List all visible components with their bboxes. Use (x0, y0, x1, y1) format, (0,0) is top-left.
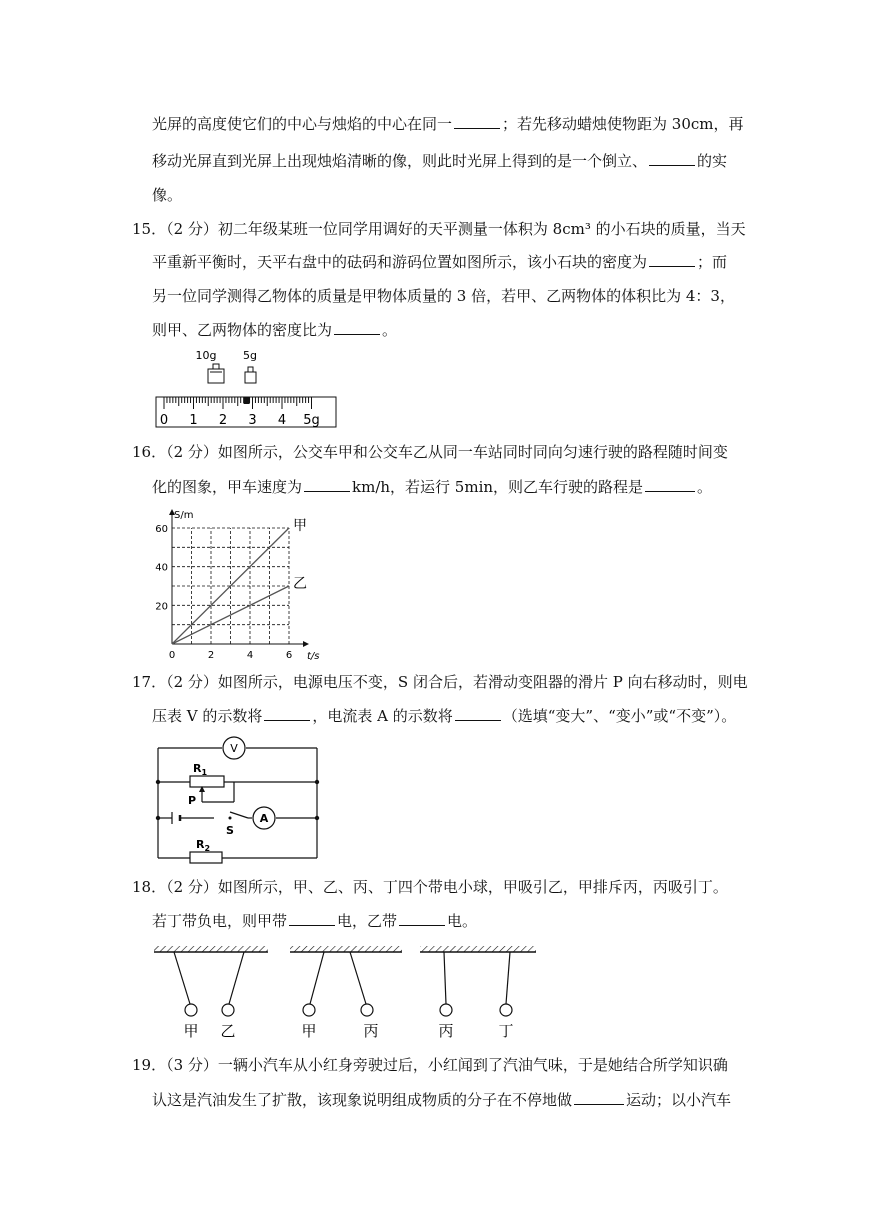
q14-line1 (152, 113, 744, 134)
q19-line1: 19．（3 分）一辆小汽车从小红身旁驶过后，小红闻到了汽油气味，于是她结合所学知识确 (132, 1056, 728, 1074)
ball-label: 甲 (301, 1022, 317, 1040)
scale-tick-label: 0 (159, 413, 169, 428)
y-tick-label: 20 (155, 601, 168, 613)
voltmeter-label: V (230, 742, 238, 755)
scale-tick-label: 4 (277, 413, 287, 428)
ball-jia (303, 1004, 315, 1016)
switch-label: S (226, 824, 234, 837)
junction-dot (156, 816, 160, 820)
q14-text: 的实 (697, 152, 728, 170)
scale-tick-label: 2 (218, 413, 228, 428)
ball-label: 丙 (363, 1022, 379, 1040)
resistor-r2 (190, 838, 222, 863)
ball-label: 丁 (498, 1022, 514, 1040)
answer-blank[interactable] (455, 706, 501, 721)
q15-line3: 另一位同学测得乙物体的质量是甲物体质量的 3 倍，若甲、乙两物体的体积比为 4：3， (152, 287, 735, 305)
q14-line2 (152, 150, 727, 171)
weight-10g-label: 10g (195, 349, 217, 362)
weight-10g-icon (208, 364, 224, 383)
q16-line1: 16．（2 分）如图所示，公交车甲和公交车乙从同一车站同时同向匀速行驶的路程随时间变 (132, 443, 728, 461)
q17-line2 (152, 705, 736, 726)
ball-jia (185, 1004, 197, 1016)
balance-figure (150, 345, 345, 430)
scale-tick-label: 5g (303, 413, 320, 428)
ceiling-2 (290, 946, 402, 952)
ball-label: 丙 (438, 1022, 454, 1040)
x-tick-label: 6 (285, 650, 293, 661)
battery-icon (172, 812, 180, 824)
r2-label: $R_2$ (196, 838, 211, 853)
ammeter-label: A (259, 812, 269, 825)
scale-tick-label: 3 (248, 413, 257, 428)
rider-marker[interactable] (244, 397, 250, 404)
scale-tick-label: 1 (189, 413, 198, 428)
q14-text: ；若先移动蜡烛使物距为 30cm，再 (502, 115, 744, 133)
answer-blank[interactable] (574, 1090, 624, 1105)
ball-bing (440, 1004, 452, 1016)
slider-label: P (188, 794, 197, 807)
q16-line2 (152, 476, 712, 497)
q17-text: （选填“变大”、“变小”或“不变”）。 (502, 707, 737, 725)
q18-text: 若丁带负电，则甲带 (152, 912, 288, 930)
ceiling-1 (154, 946, 268, 952)
y-tick-label: 40 (155, 562, 168, 574)
ball-label: 乙 (220, 1022, 236, 1040)
y-axis-label: S/m (174, 510, 194, 521)
ball-ding (500, 1004, 512, 1016)
q15-line2 (152, 251, 727, 272)
q15-line4 (152, 319, 397, 340)
ball-label: 甲 (183, 1022, 199, 1040)
circuit-diagram (150, 732, 325, 862)
ball-yi (222, 1004, 234, 1016)
answer-blank[interactable] (649, 151, 695, 166)
q16-text: km/h，若运行 5min，则乙车行驶的路程是 (352, 478, 644, 496)
series-label: 甲 (293, 518, 307, 534)
q14-text: 移动光屏直到光屏上出现烛焰清晰的像，则此时光屏上得到的是一个倒立、 (152, 152, 648, 170)
y-tick-label: 60 (155, 524, 168, 535)
charged-balls-figure (150, 940, 545, 1040)
weight-5g-icon (245, 367, 256, 383)
r1-label: $R_1$ (193, 762, 208, 777)
answer-blank[interactable] (454, 114, 500, 129)
q15-text: 。 (382, 321, 398, 339)
answer-blank[interactable] (645, 477, 695, 492)
q14-line3: 像。 (152, 186, 183, 204)
ball-bing (361, 1004, 373, 1016)
junction-dot (156, 780, 160, 784)
answer-blank[interactable] (399, 911, 445, 926)
ceiling-3 (420, 946, 536, 952)
q15-text: 平重新平衡时，天平右盘中的砝码和游码位置如图所示，该小石块的密度为 (152, 253, 648, 271)
answer-blank[interactable] (264, 706, 310, 721)
q19-text: 认这是汽油发生了扩散，该现象说明组成物质的分子在不停地做 (152, 1091, 573, 1109)
switch-icon[interactable] (226, 817, 234, 838)
q17-line1: 17．（2 分）如图所示，电源电压不变，S 闭合后，若滑动变阻器的滑片 P 向右移动时，则电 (132, 673, 748, 691)
q15-text: ；而 (697, 253, 728, 271)
q15-line1: 15．（2 分）初二年级某班一位同学用调好的天平测量一体积为 8cm³ 的小石块的质量，当天 (132, 220, 746, 238)
answer-blank[interactable] (649, 252, 695, 267)
voltmeter-icon (223, 737, 245, 759)
x-axis-label: t/s (307, 651, 320, 662)
series-label: 乙 (293, 576, 307, 592)
x-tick-label: 2 (207, 650, 215, 661)
answer-blank[interactable] (304, 477, 350, 492)
ammeter-icon (253, 807, 275, 829)
q19-line2 (152, 1089, 731, 1110)
q19-text: 运动；以小汽车 (626, 1091, 732, 1109)
q17-text: ，电流表 A 的示数将 (312, 707, 453, 725)
q15-text: 则甲、乙两物体的密度比为 (152, 321, 333, 339)
q14-text: 光屏的高度使它们的中心与烛焰的中心在同一 (152, 115, 453, 133)
q18-line1: 18．（2 分）如图所示，甲、乙、丙、丁四个带电小球，甲吸引乙，甲排斥丙，丙吸引丁。 (132, 878, 728, 896)
answer-blank[interactable] (334, 320, 380, 335)
weight-5g-label: 5g (243, 349, 257, 362)
junction-dot (315, 816, 319, 820)
q16-text: 。 (697, 478, 713, 496)
q18-line2 (152, 910, 477, 931)
q18-text: 电。 (447, 912, 478, 930)
x-tick-label: 4 (246, 650, 254, 661)
x-tick-label: 0 (168, 650, 176, 661)
series-line-2 (172, 586, 289, 644)
st-chart (150, 504, 320, 664)
resistor-r1 (190, 762, 224, 787)
chart-series (172, 518, 307, 644)
answer-blank[interactable] (289, 911, 335, 926)
q17-text: 压表 V 的示数将 (152, 707, 263, 725)
q18-text: 电，乙带 (337, 912, 398, 930)
junction-dot (315, 780, 319, 784)
q16-text: 化的图象，甲车速度为 (152, 478, 303, 496)
